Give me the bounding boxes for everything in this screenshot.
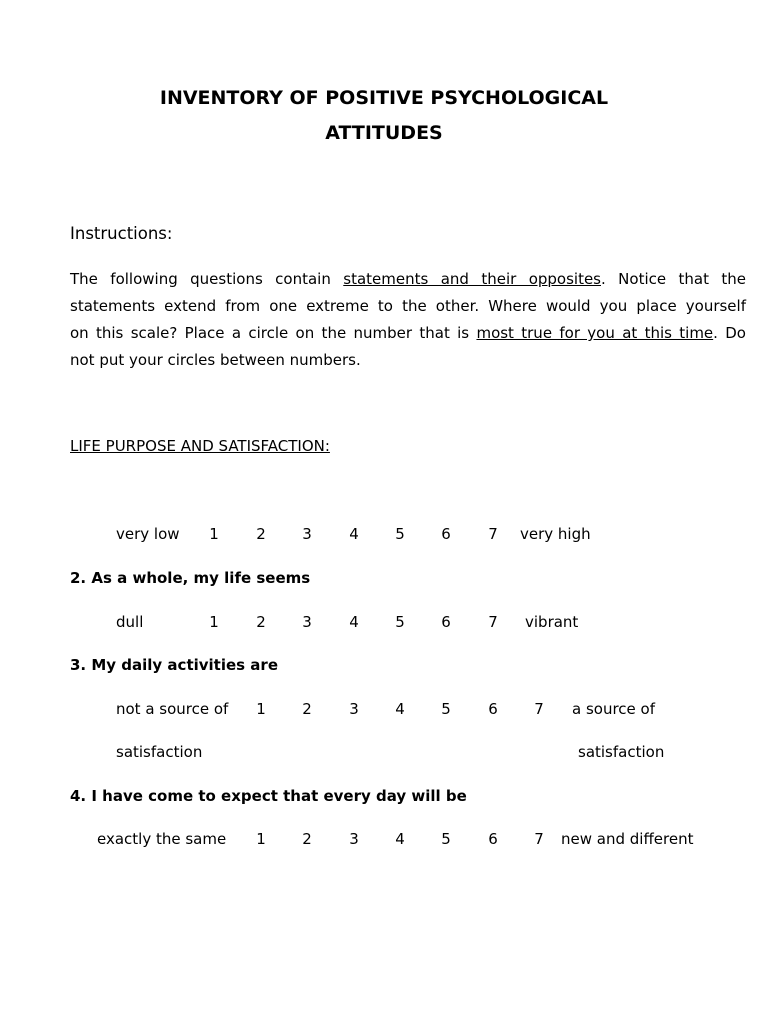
- item-2-option-2[interactable]: 2: [256, 613, 266, 631]
- item-2-left-label: dull: [116, 613, 144, 631]
- instructions-line-1-text: The following questions contain: [70, 270, 331, 288]
- item-4-option-3[interactable]: 3: [349, 830, 359, 848]
- instructions-underlined-statements: statements and their opposites: [343, 270, 601, 288]
- item-2-option-6[interactable]: 6: [441, 613, 451, 631]
- item-1-option-1[interactable]: 1: [209, 525, 219, 543]
- item-3-option-4[interactable]: 4: [395, 700, 405, 718]
- item-4-right-label: new and different: [561, 830, 694, 848]
- item-3-right-label-continued: satisfaction: [578, 743, 665, 761]
- item-3-left-label-continued: satisfaction: [116, 743, 203, 761]
- item-1-right-label: very high: [520, 525, 591, 543]
- item-2-right-label: vibrant: [525, 613, 579, 631]
- item-4-option-5[interactable]: 5: [441, 830, 451, 848]
- item-4-option-4[interactable]: 4: [395, 830, 405, 848]
- instructions-line-1: [70, 266, 746, 293]
- item-4-left-label: exactly the same: [97, 830, 227, 848]
- item-1-option-6[interactable]: 6: [441, 525, 451, 543]
- item-2-option-5[interactable]: 5: [395, 613, 405, 631]
- document-title-line-1: INVENTORY OF POSITIVE PSYCHOLOGICAL: [159, 87, 609, 109]
- instructions-line-4: not put your circles between numbers.: [70, 351, 361, 369]
- item-4-option-7[interactable]: 7: [534, 830, 544, 848]
- instructions-paragraph: [70, 266, 746, 374]
- section-heading: LIFE PURPOSE AND SATISFACTION:: [70, 437, 330, 455]
- item-4-question: 4. I have come to expect that every day will be: [70, 787, 467, 805]
- document-title-line-2: ATTITUDES: [325, 122, 443, 144]
- item-3-option-1[interactable]: 1: [256, 700, 266, 718]
- item-4-option-1[interactable]: 1: [256, 830, 266, 848]
- item-3-option-2[interactable]: 2: [302, 700, 312, 718]
- instructions-underlined-most-true: most true for you at this time: [476, 324, 714, 342]
- item-3-option-7[interactable]: 7: [534, 700, 544, 718]
- item-1-option-7[interactable]: 7: [488, 525, 498, 543]
- item-2-option-4[interactable]: 4: [349, 613, 359, 631]
- item-3-left-label: not a source of: [116, 700, 229, 718]
- item-1-option-2[interactable]: 2: [256, 525, 266, 543]
- item-2-option-7[interactable]: 7: [488, 613, 498, 631]
- item-4-option-2[interactable]: 2: [302, 830, 312, 848]
- item-3-option-3[interactable]: 3: [349, 700, 359, 718]
- item-1-option-5[interactable]: 5: [395, 525, 405, 543]
- item-1-option-3[interactable]: 3: [302, 525, 312, 543]
- instructions-line-1-end: . Notice that the: [601, 270, 746, 288]
- item-3-right-label: a source of: [572, 700, 655, 718]
- instructions-line-3-end: . Do: [713, 324, 746, 342]
- instructions-line-2: statements extend from one extreme to the other. Where would you place yourself: [70, 297, 746, 315]
- item-2-option-1[interactable]: 1: [209, 613, 219, 631]
- item-2-question: 2. As a whole, my life seems: [70, 569, 311, 587]
- instructions-heading: Instructions:: [70, 224, 173, 243]
- instructions-line-3: [70, 320, 746, 347]
- instructions-line-3-text: on this scale? Place a circle on the number that is: [70, 324, 470, 342]
- item-1-left-label: very low: [116, 525, 180, 543]
- item-3-option-6[interactable]: 6: [488, 700, 498, 718]
- item-1-option-4[interactable]: 4: [349, 525, 359, 543]
- item-4-option-6[interactable]: 6: [488, 830, 498, 848]
- item-3-question: 3. My daily activities are: [70, 656, 279, 674]
- item-3-option-5[interactable]: 5: [441, 700, 451, 718]
- item-2-option-3[interactable]: 3: [302, 613, 312, 631]
